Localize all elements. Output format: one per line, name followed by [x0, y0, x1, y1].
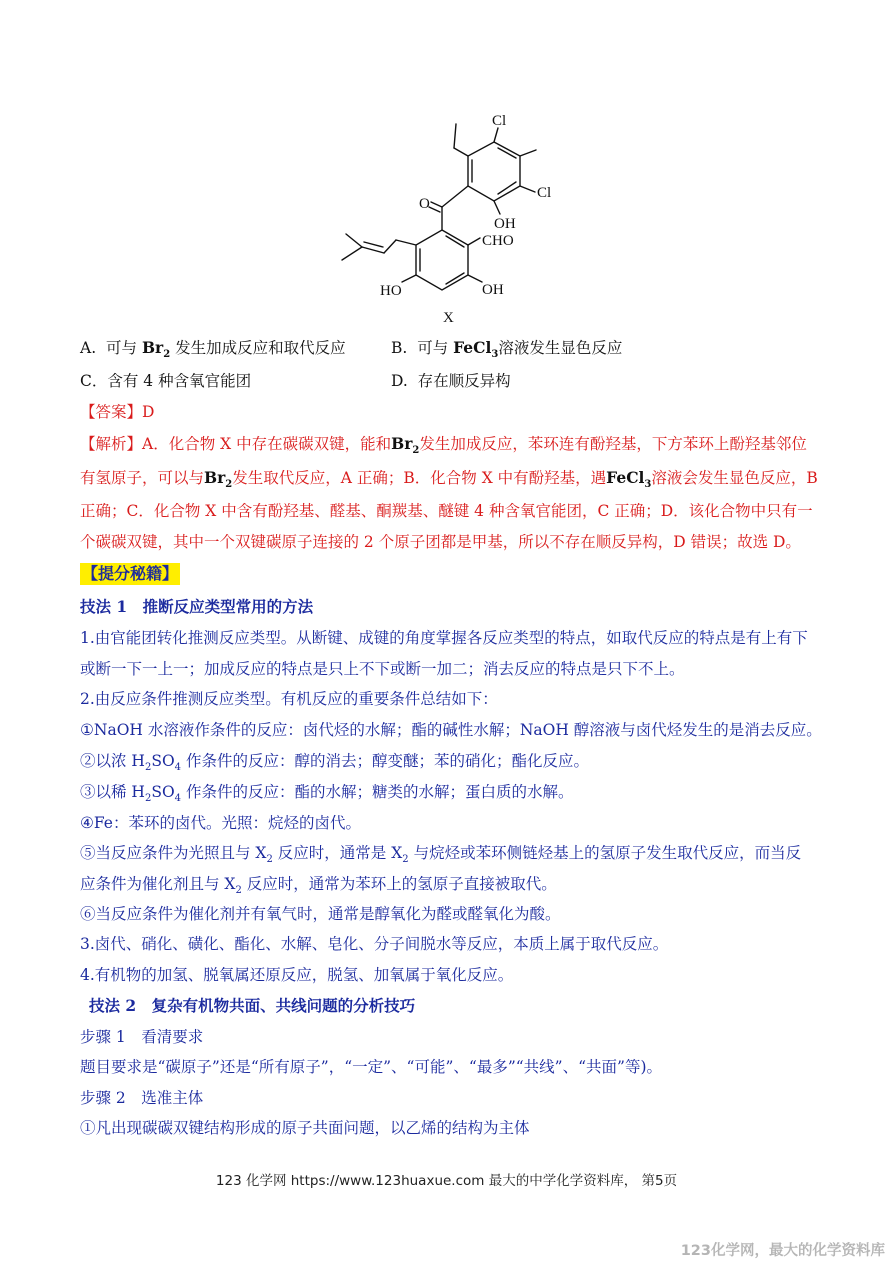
analysis-l2-br-sub: 2 — [225, 479, 233, 491]
condition-2-sub-2: 4 — [174, 762, 182, 774]
atom-label-ho-left: HO — [380, 283, 402, 299]
option-a-pre: 可与 — [105, 339, 137, 357]
analysis-l1-b: 发生加成反应，苯环连有酚羟基，下方苯环上酚羟基邻位 — [419, 435, 807, 453]
condition-5-sub-1: 2 — [266, 854, 273, 866]
analysis-l2-a: 有氢原子，可以与 — [80, 469, 205, 487]
tip-1-title: 技法 1 推断反应类型常用的方法 — [80, 597, 314, 616]
condition-5 — [80, 843, 802, 866]
step-2-title: 步骤 2 选准主体 — [80, 1089, 204, 1107]
figure-caption: X — [443, 310, 454, 326]
lower-benzene-ring — [416, 230, 468, 290]
option-d — [391, 371, 511, 391]
condition-2-a: ②以浓 H — [80, 752, 145, 770]
option-b-pre: 可与 — [417, 339, 449, 357]
condition-5-c: 与烷烃或苯环侧链烃基上的氢原子发生取代反应，而当反 — [413, 844, 802, 862]
watermark: 123化学网，最大的化学资料库 — [680, 1243, 885, 1259]
option-c: C．含有 4 种含氧官能团 — [80, 372, 252, 390]
tips-tag: 【提分秘籍】 — [82, 564, 179, 583]
condition-3-c: 作条件的反应：酯的水解；糖类的水解；蛋白质的水解。 — [185, 783, 574, 801]
analysis-l1-br-sub: 2 — [412, 445, 420, 457]
step-1-text: 题目要求是“碳原子”还是“所有原子”，“一定”、“可能”、“最多”“共线”、“共面”等)。 — [80, 1058, 662, 1076]
option-b-reagent: FeCl — [453, 338, 492, 357]
option-a-post: 发生加成反应和取代反应 — [175, 339, 346, 357]
analysis-l2-br: Br — [204, 468, 226, 487]
page-footer: 123 化学网 https://www.123huaxue.com 最大的中学化学资料库， 第5页 — [215, 1173, 678, 1189]
atom-label-oh-ring: OH — [494, 216, 516, 232]
condition-5-b: 反应时，通常是 X — [277, 844, 403, 862]
step-1-title: 步骤 1 看清要求 — [80, 1028, 204, 1046]
atom-label-cho: CHO — [482, 233, 514, 249]
option-a-reagent: Br — [141, 338, 164, 357]
answer: 【答案】D — [80, 403, 155, 421]
analysis-l2-fe-sub: 3 — [644, 479, 652, 491]
option-a-letter: A. — [80, 339, 97, 357]
condition-2-b: SO — [151, 752, 175, 770]
condition-5-l2-sub: 2 — [235, 885, 242, 897]
atom-label-oh-right: OH — [482, 282, 504, 298]
option-d-text: 存在顺反异构 — [417, 372, 511, 390]
condition-3-sub-2: 4 — [174, 793, 182, 805]
condition-5-line-2 — [80, 874, 557, 897]
analysis-line-1 — [80, 434, 807, 457]
analysis-l2-c: 溶液会发生显色反应，B — [651, 469, 818, 487]
condition-3-a: ③以稀 H — [80, 783, 145, 801]
analysis-line-3: 正确；C．化合物 X 中含有酚羟基、醛基、酮羰基、醚键 4 种含氧官能团，C 正确；D．该化合物中只有一 — [80, 502, 813, 520]
tip-1-p1-line-2: 或断一下一上一；加成反应的特点是只上不下或断一加二；消去反应的特点是只下不上。 — [80, 660, 685, 678]
condition-2-sub-1: 2 — [144, 762, 152, 774]
analysis-l1-a: 【解析】A．化合物 X 中存在碳碳双键，能和 — [80, 435, 392, 453]
condition-3 — [80, 782, 574, 805]
option-b-post: 溶液发生显色反应 — [498, 339, 623, 357]
condition-3-sub-1: 2 — [144, 793, 152, 805]
step-2-text: ①凡出现碳碳双键结构形成的原子共面问题，以乙烯的结构为主体 — [80, 1119, 530, 1137]
condition-5-a: ⑤当反应条件为光照且与 X — [80, 844, 267, 862]
condition-2-c: 作条件的反应：醇的消去；醇变醚；苯的硝化；酯化反应。 — [185, 752, 589, 770]
condition-4: ④Fe：苯环的卤代。光照：烷烃的卤代。 — [80, 814, 361, 832]
atom-label-cl-right: Cl — [537, 185, 552, 201]
tip-1-p1-line-1: 1.由官能团转化推测反应类型。从断键、成键的角度掌握各反应类型的特点，如取代反应的特点是有上有下 — [80, 629, 808, 647]
option-b-reagent-sub: 3 — [491, 349, 499, 361]
tip-2-title: 技法 2 复杂有机物共面、共线问题的分析技巧 — [89, 996, 416, 1015]
atom-label-cl-top: Cl — [492, 113, 507, 129]
option-b-letter: B. — [391, 339, 408, 357]
atom-label-carbonyl-o: O — [419, 196, 430, 212]
condition-5-l2-b: 反应时，通常为苯环上的氢原子直接被取代。 — [246, 875, 557, 893]
option-a-reagent-sub: 2 — [163, 349, 171, 361]
analysis-l2-fe: FeCl — [606, 468, 645, 487]
condition-5-sub-2: 2 — [402, 854, 409, 866]
analysis-line-2 — [80, 468, 818, 491]
option-a — [80, 338, 346, 361]
analysis-l2-b: 发生取代反应，A 正确；B．化合物 X 中有酚羟基，遇 — [232, 469, 607, 487]
analysis-line-4: 个碳碳双键，其中一个双键碳原子连接的 2 个原子团都是甲基，所以不存在顺反异构，D 错误；故选 D。 — [80, 533, 801, 551]
tip-1-p4: 4.有机物的加氢、脱氧属还原反应，脱氢、加氧属于氧化反应。 — [80, 966, 514, 984]
analysis-l1-br: Br — [391, 434, 413, 453]
option-d-letter: D. — [391, 372, 408, 390]
tip-1-p3: 3.卤代、硝化、磺化、酯化、水解、皂化、分子间脱水等反应，本质上属于取代反应。 — [80, 935, 669, 953]
condition-6: ⑥当反应条件为催化剂并有氧气时，通常是醇氧化为醛或醛氧化为酸。 — [80, 905, 561, 923]
condition-1: ①NaOH 水溶液作条件的反应：卤代烃的水解；酯的碱性水解；NaOH 醇溶液与卤代烃发生的是消去反应。 — [80, 721, 822, 739]
option-b — [391, 338, 623, 361]
condition-2 — [80, 751, 589, 774]
tip-1-p2: 2.由反应条件推测反应类型。有机反应的重要条件总结如下： — [80, 690, 498, 708]
condition-3-b: SO — [151, 783, 175, 801]
molecule-x-structure — [330, 108, 570, 330]
upper-benzene-ring — [468, 142, 520, 201]
condition-5-l2-a: 应条件为催化剂且与 X — [80, 875, 236, 893]
